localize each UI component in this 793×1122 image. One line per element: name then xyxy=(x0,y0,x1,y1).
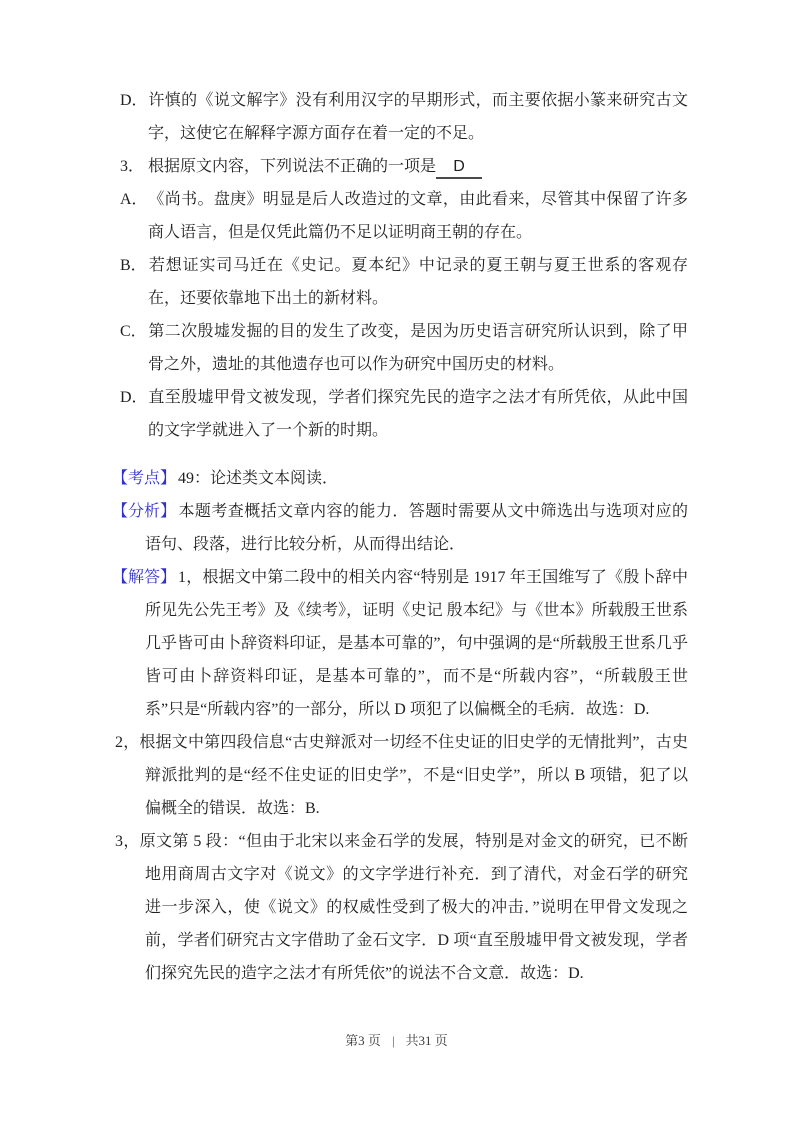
footer-separator: | xyxy=(391,1033,395,1048)
option-d xyxy=(120,381,688,447)
option-b xyxy=(120,249,688,315)
option-c xyxy=(120,315,688,381)
option-text: 第二次殷墟发掘的目的发生了改变，是因为历史语言研究所认识到，除了甲骨之外，遗址的其他遗存也可以作为研究中国历史的材料。 xyxy=(148,323,688,373)
fenxi-tag: 【分析】 xyxy=(112,503,177,520)
option-label: D． xyxy=(120,92,148,109)
document-content xyxy=(112,84,688,990)
question-3 xyxy=(120,150,688,183)
question-text: 根据原文内容，下列说法不正确的一项是 xyxy=(148,158,437,175)
kaodian-tag: 【考点】 xyxy=(112,470,177,487)
footer-total-pages: 共31 页 xyxy=(405,1033,448,1048)
option-label: B． xyxy=(120,257,147,274)
option-label: A． xyxy=(120,191,148,208)
footer-page-number: 第3 页 xyxy=(345,1033,381,1048)
fenxi-text: 本题考查概括文章内容的能力．答题时需要从文中筛选出与选项对应的语句、段落，进行比较分析，从而得出结论． xyxy=(145,503,688,553)
option-d-question2 xyxy=(120,84,688,150)
option-text: 《尚书。盘庚》明显是后人改造过的文章，由此看来，尽管其中保留了许多商人语言，但是仅凭此篇仍不足以证明商王朝的存在。 xyxy=(148,191,688,241)
jieda-item-3-text: 3，原文第 5 段：“但由于北宋以来金石学的发展，特别是对金文的研究，已不断地用商周古文字对《说文》的文字学进行补充．到了清代，对金石学的研究进一步深入，使《说文》的权威性受到了极大的冲击．”说明在甲骨文发现之前，学者们研究古文字借助了金石文字．D 项“直至殷墟甲骨文被发现，学者们探究先民的造字之法才有所凭依”的说法不合文意．故选：D. xyxy=(115,833,688,982)
option-label: D． xyxy=(120,389,148,406)
kaodian-paragraph xyxy=(112,462,688,495)
jieda-item-1-text: 1，根据文中第二段中的相关内容“特别是 1917 年王国维写了《殷卜辞中所见先公先王考》及《续考》，证明《史记 殷本纪》与《世本》所载殷王世系几乎皆可由卜辞资料印证，是基本可靠的”，句中强调的是“所载殷王世系几乎皆可由卜辞资料印证，是基本可靠的”，而不是“所载内容”，“所载殷王世系”只是“所载内容”的一部分，所以 D 项犯了以偏概全的毛病．故选：D. xyxy=(145,569,688,718)
question-number: 3． xyxy=(120,158,145,175)
jieda-paragraph-2 xyxy=(112,726,688,825)
option-a xyxy=(120,183,688,249)
jieda-item-2-text: 2，根据文中第四段信息“古史辩派对一切经不住史证的旧史学的无情批判”，古史辩派批判的是“经不住史证的旧史学”，不是“旧史学”，所以 B 项错，犯了以偏概全的错误．故选：B. xyxy=(115,734,688,817)
answer-blank: D xyxy=(436,157,482,179)
option-label: C． xyxy=(120,323,147,340)
jieda-tag: 【解答】 xyxy=(112,569,177,586)
page-footer xyxy=(0,1030,793,1049)
kaodian-text: 49：论述类文本阅读． xyxy=(178,470,339,487)
jieda-paragraph-1 xyxy=(112,561,688,726)
jieda-paragraph-3 xyxy=(112,825,688,990)
option-text: 若想证实司马迁在《史记。夏本纪》中记录的夏王朝与夏王世系的客观存在，还要依靠地下出土的新材料。 xyxy=(148,257,688,307)
option-text: 直至殷墟甲骨文被发现，学者们探究先民的造字之法才有所凭依，从此中国的文字学就进入了一个新的时期。 xyxy=(148,389,688,439)
fenxi-paragraph xyxy=(112,495,688,561)
option-text: 许慎的《说文解字》没有利用汉字的早期形式，而主要依据小篆来研究古文字，这使它在解释字源方面存在着一定的不足。 xyxy=(148,92,688,142)
